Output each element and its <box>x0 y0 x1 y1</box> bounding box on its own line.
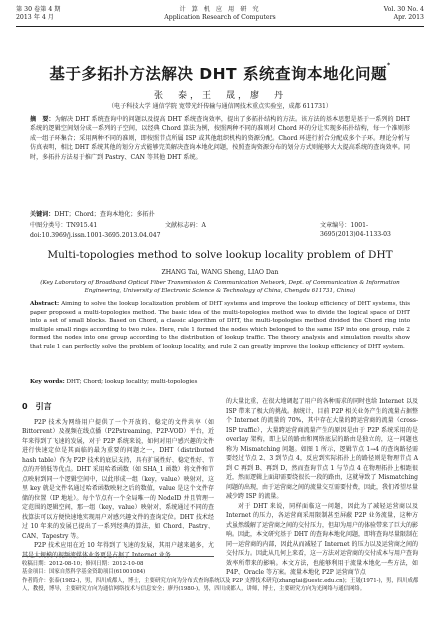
title-cn <box>0 62 440 84</box>
header-volume-en: Vol. 30 No. 4 <box>383 6 424 13</box>
title-cn-text: 基于多拓扑方法解决 DHT 系统查询本地化问题 <box>49 65 388 83</box>
footnote-rule <box>22 556 214 557</box>
abstract-cn-text: 为解决 DHT 系统查询中的问题以及提高 DHT 系统查询效率，提出了多拓扑结构的方法。该方法的基本思想是基于一系列的 DHT 系统的逻辑空间划分成一系列的子空间，以经典 Chord 算法为例，按照两种不同的准则对 Chord 环的分让实现多拓扑结构，每一个准则形成一组子环集合；采用两种不同的准则，即按照节点所属 ISP 或其他组织机构的资源分配。Chord 环进行折合分配成多个子环。理论分析与仿真表明，相比 DHT 系统其他的划分方式能够完美解决查询本地化问题，按照查询资源分布的划分方式则能够大大提高系统的查询效率。同时，多拓扑方法易于推广到 Pastry、CAN 等其他 DHT 系统。 <box>30 116 411 161</box>
abstract-en-label: Abstract: <box>30 301 60 307</box>
body-column-right <box>226 397 418 578</box>
running-header <box>16 6 424 24</box>
authors-cn: 张 泰，王 晟，廖 丹 <box>153 91 286 101</box>
header-right <box>384 6 424 21</box>
keywords-en-text: DHT; Chord; lookup locality; multi-topologies <box>66 379 198 385</box>
title-en: Multi-topologies method to solve lookup locality problem of DHT <box>47 249 393 261</box>
document-code: 文献标志码：A <box>165 222 206 229</box>
header-date-en: Apr. 2013 <box>393 13 424 21</box>
keywords-cn-text: DHT；Chord；查询本地化；多拓扑 <box>54 211 155 218</box>
abstract-cn-label: 摘 要： <box>30 116 55 123</box>
affiliation-cn: （电子科技大学 通信学院 宽带光纤传输与通信网技术重点实验室，成都 611731） <box>107 103 333 110</box>
affiliation-en: (Key Laboratory of Broadband Optical Fiber Transmission & Communication Network, Dept. of Communication & Information Engineering, University of Electronic Science & Technology of China, Chengdu 611731, China) <box>40 280 400 294</box>
footnote-bio: 作者简介：张泰(1982-)，男，四川成都人，博士，主要研究方向为分布式查询系统以及 P2P 支撑技术研究(zhangtai@uestc.edu.cn)；王晟(1971-)，男，四川成都人，教授，博导，主要研究方向为通信网络技术与信息安全；廖丹(1980-)，男，四川成都人，讲师，博士，主要研究方向为光网络与通信网络。 <box>22 577 419 593</box>
section-heading-intro: 0 引言 <box>22 402 52 411</box>
abstract-cn <box>30 115 410 162</box>
article-number: 文章编号：1001-3695(2013)04-1133-03 <box>320 222 391 238</box>
header-volume-cn: 第 30 卷第 4 期 <box>16 6 61 13</box>
abstract-en-text: Aiming to solve the lookup localization problem of DHT systems and improve the lookup efficiency of DHT systems, this paper proposed a multi-topologies method. The basic idea of the multi-topologies method was to divide the logical space of DHT into a set of small blocks. Based on Chord, a classic algorithm of DHT, the multi-topologies method divided the Chord ring into multiple small rings according to two rules. Here, rule 1 formed the nodes which belonged to the same ISP into one group, rule 2 formed the nodes into one group according to the distribution of lookup traffic. The theory analysis and simulation results show that rule 1 can perfectly solve the problem of lookup locality, and rule 2 can greatly improve the lookup efficiency of DHT system. <box>30 301 410 350</box>
footnote-received: 收稿日期：2012-08-10；修回日期：2012-10-08 <box>22 561 144 567</box>
footnote-fund: 基金项目：国家自然科学基金资助项目(61001084) <box>22 569 146 576</box>
header-journal-cn: 计 算 机 应 用 研 究 <box>179 6 261 13</box>
keywords-cn-label: 关键词： <box>30 211 55 218</box>
footnote <box>22 560 422 594</box>
intro-paragraph: P2P 技术应用在近 10 年得到了飞速的发展，其用户越来越多，尤其是大规模的视频流媒体业务更是占据了 Internet 业务 <box>22 542 214 559</box>
intro-paragraph: 对于 DHT 来说，同样面临这一问题，因此为了减轻运营商以及 Internet 的压力，各运营商采用限制甚至屏蔽 P2P 业务流量，这种方式虽然缓解了运营商之间的交付压力，但却为用户的体验带来了巨大的影响。因此，本文研究基于 DHT 的查询本地化问题，即将查询尽量限制在同一运营商的内部，因此从而减轻了 Internet 的压力以及运营商之间的交付压力。因此从几何上来看，这一方法对运营商的交付成本与用户查询效率所带来的影响。本文方法，也能够利用于流量本地化一些方法，如 P4P、Oracle 等方案。流量本地化 P2P 运营商节点 <box>226 502 419 576</box>
header-rule <box>16 26 424 27</box>
title-cn-footnote-mark: * <box>387 62 391 69</box>
intro-paragraph: 的大量比重，在很大地调起了用户的各种需求的同时也给 Internet 以及 ISP 带来了极大的挑战。据统计，目前 P2P 相关业务产生的流量占据整个 Internet 的流量的 70%，其中存在大量的跨运营商的流量（cross-ISP traffic），大量跨运营商流量产生的原因是由于 P2P 系统采用的是 overlay 架构，即上层的路由和网络底层的路由是独立的，这一问题也称为 Mismatching 问题。如图 1 所示，逻辑节点 1→4 的查询路径需要经过节点 2、3 到节点 4，反应到实际拓扑上的路径则是物理节点 A 到 C 再到 B、再到 D，然而查询节点 1 与节点 4 在物理拓扑上相距很近，然而逻辑上面却需要绕很长一段的路由，这就导致了 Mismatching 问题的出现，由于运营商之间的流量交互需要付费，因此，我们希望尽量减少跨 ISP 的流量。 <box>226 398 419 500</box>
keywords-cn <box>30 210 410 219</box>
intro-paragraph: P2P 技术为网络用户提供了一个开放的、稳定的文件共享（如 Bittorrent）及视频在线点播（P2Pstreaming、P2P-VOD）平台，近年来得到了飞速的发展，对于 P2P 系统来说，如何对用户感兴趣的文件进行快速定位是其面临的最为重要的问题之一，DHT（distributed hash table）作为 P2P 技术的底层支持，具有扩展性好、稳定性好、节点的开销低等优点。DHT 采用哈希函数（如 SHA_1 函数）将文件和节点映射到同一个逻辑空间中，以此形成一组（key，value）映射对，这里 key 就是文件名通过哈希函数映射之后的数值，value 是这个文件存储的位置（IP 地址）。每个节点有一个全局唯一的 NodeID 并且管理一定范围的逻辑空间，那一组（key，value）映射对，系统通过不同的查找算法可以方便快速地实现用户对感兴趣文件的查询定位。DHT 技术经过 10 年来的发展已提出了一系列经典的算法，如 Chord、Pastry、CAN、Tapestry 等。 <box>22 418 214 540</box>
keywords-en-label: Key words: <box>30 379 65 385</box>
clc-number: 中图分类号：TN915.41 <box>30 222 98 229</box>
header-journal-en: Application Research of Computers <box>164 13 276 21</box>
doi: doi:10.3969/j.issn.1001-3695.2013.04.047 <box>30 232 161 239</box>
body-column-left <box>22 397 214 560</box>
keywords-en <box>30 378 410 387</box>
header-center <box>16 6 424 21</box>
authors-en: ZHANG Tai, WANG Sheng, LIAO Dan <box>161 269 279 276</box>
header-date-cn: 2013 年 4 月 <box>16 13 54 21</box>
abstract-en <box>30 300 410 352</box>
